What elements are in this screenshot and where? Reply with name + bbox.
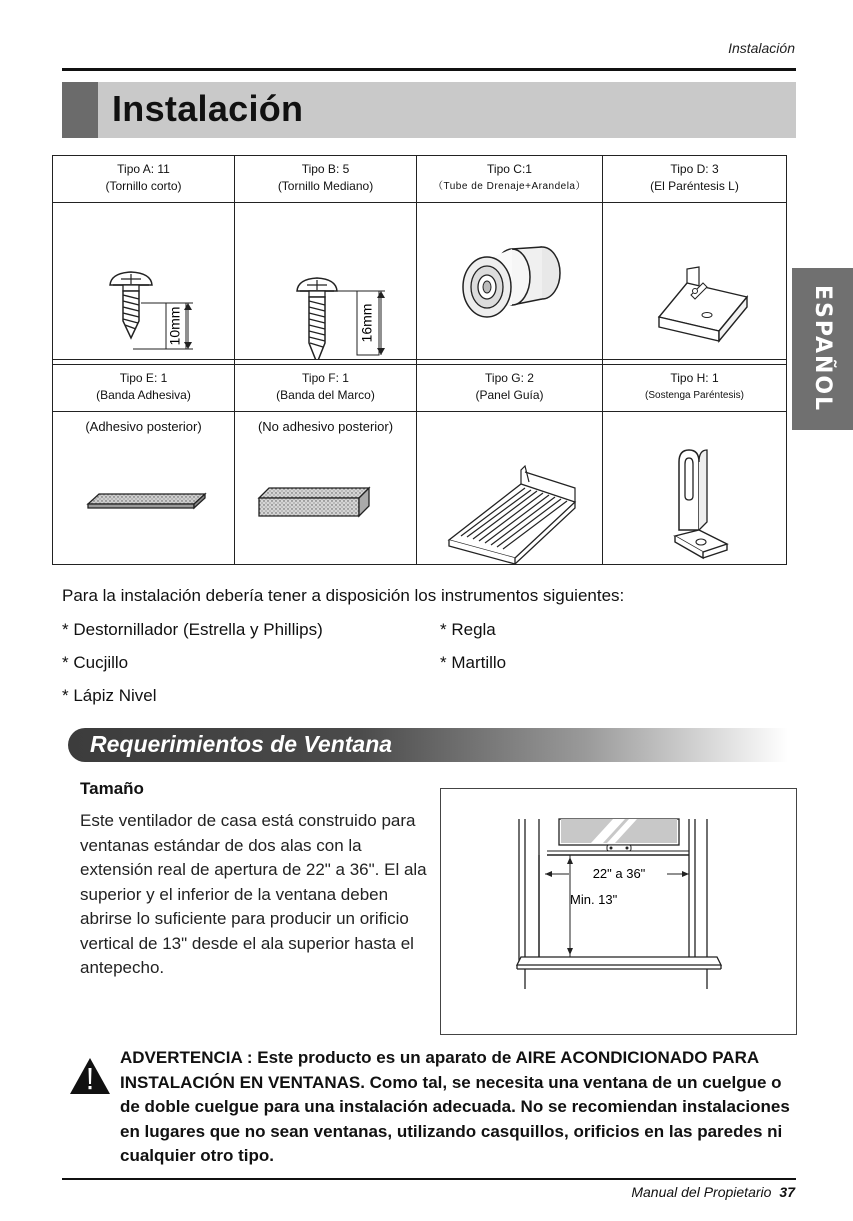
parts-row-2-images [53, 412, 787, 565]
part-b-label: Tipo B: 5 (Tornillo Mediano) [235, 156, 417, 203]
frame-strip-icon [235, 412, 417, 564]
language-tab [792, 268, 853, 430]
title-accent-block [62, 82, 98, 138]
tool-item: * Regla [440, 620, 496, 639]
part-f-image [235, 412, 417, 565]
short-screw-icon [53, 203, 235, 359]
part-e-image [53, 412, 235, 565]
tool-item: * Lápiz Nivel [62, 686, 157, 705]
part-g-image [417, 412, 603, 565]
part-f-note: (No adhesivo posterior) [257, 419, 394, 434]
part-h-image [603, 412, 787, 565]
window-diagram-drawing [441, 789, 796, 1034]
tool-item: * Cucjillo [62, 653, 129, 672]
footer-manual-title: Manual del Propietario [631, 1184, 772, 1200]
adhesive-strip-icon [53, 412, 235, 564]
footer-rule [62, 1178, 796, 1180]
page-title: Instalación [112, 88, 304, 129]
warning-text: ADVERTENCIA : Este producto es un aparato de AIRE ACONDICIONADO PARA INSTALACIÓN EN VENTANAS. Como tal, se necesita una ventana de un cuelgue o de doble cuelgue para una instalación adecuada. No se recomiendan instalaciones en lugares que no sean ventanas, utilizando casquillos, orificios en las paredes ni cualquier otro tipo. [120, 1048, 790, 1165]
guide-panel-icon [417, 412, 603, 564]
parts-row-2-labels [53, 365, 787, 412]
window-height-label: Min. 13" [570, 892, 618, 907]
parts-row-1-images [53, 203, 787, 360]
l-bracket-icon [603, 203, 787, 359]
footer [631, 1184, 795, 1200]
parts-table [52, 155, 787, 565]
part-e-label: Tipo E: 1 (Banda Adhesiva) [53, 365, 235, 412]
part-b-image [235, 203, 417, 360]
part-c-label: Tipo C:1 （Tube de Drenaje+Arandela） [417, 156, 603, 203]
support-bracket-icon [603, 412, 787, 564]
part-f-label: Tipo F: 1 (Banda del Marco) [235, 365, 417, 412]
drain-tube-icon [417, 203, 603, 359]
header-section-title: Instalación [728, 40, 795, 56]
section-title: Requerimientos de Ventana [90, 731, 393, 757]
part-g-label: Tipo G: 2 (Panel Guía) [417, 365, 603, 412]
size-heading: Tamaño [80, 779, 144, 798]
page-number: 37 [779, 1184, 795, 1200]
tool-item: * Destornillador (Estrella y Phillips) [62, 620, 323, 639]
medium-screw-icon [235, 203, 417, 359]
part-e-note: (Adhesivo posterior) [85, 419, 202, 434]
window-diagram [440, 788, 797, 1035]
medium-screw-dimension: 16mm [358, 303, 375, 343]
window-width-label: 22" a 36" [592, 866, 646, 881]
parts-row-1-labels [53, 156, 787, 203]
part-d-image [603, 203, 787, 360]
short-screw-dimension: 10mm [166, 306, 183, 346]
part-h-label: Tipo H: 1 (Sostenga Paréntesis) [603, 365, 787, 412]
part-d-label: Tipo D: 3 (El Paréntesis L) [603, 156, 787, 203]
tools-intro: Para la instalación debería tener a disposición los instrumentos siguientes: [62, 586, 625, 605]
warning-icon [68, 1056, 112, 1101]
part-a-image [53, 203, 235, 360]
language-tab-label: ESPAÑOL [810, 285, 835, 413]
part-c-image [417, 203, 603, 360]
header-rule [62, 68, 796, 71]
size-body: Este ventilador de casa está construido para ventanas estándar de dos alas con la extensión real de apertura de 22" a 36". El ala superior y el inferior de la ventana deben abrirse lo suficiente para producir un orificio vertical de 13" desde el ala superior hasta el antepecho. [80, 811, 427, 977]
tool-item: * Martillo [440, 653, 507, 672]
part-a-label: Tipo A: 11 (Tornillo corto) [53, 156, 235, 203]
